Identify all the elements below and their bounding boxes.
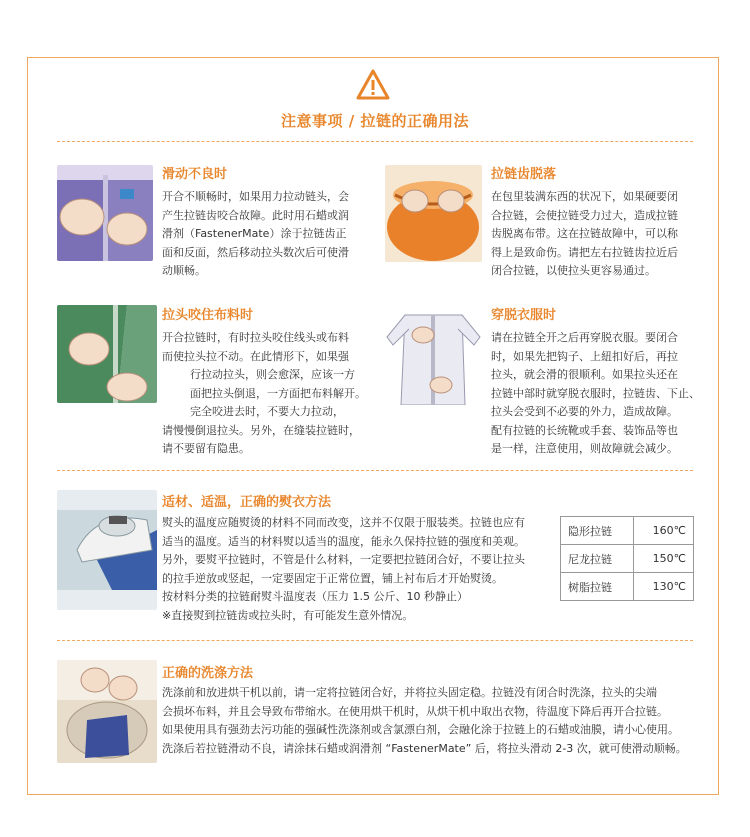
- table-cell-material: 隐形拉链: [561, 517, 634, 545]
- table-row: [561, 517, 694, 545]
- section-body-ironing: 熨头的温度应随熨烫的材料不同而改变，这并不仅限于服装类。拉链也应有 适当的温度。适当的材料熨以适当的温度，能永久保持拉链的强度和美观。 另外，要熨平拉链时，不管是什么材料，一定要把拉链闭合好，不要让拉头 的拉手逆放或竖起，一定要固定于正常位置，铺上衬布后才开始熨烫。 按材料分类的拉链耐熨斗温度表（压力 1.5 公斤、10 秒静止） ※直接熨到拉链齿或拉头时，有可能发生意外情况。: [162, 516, 525, 622]
- table-cell-temp: 160℃: [634, 517, 694, 545]
- teeth-illustration: [385, 165, 482, 262]
- page-title: 注意事项 / 拉链的正确用法: [281, 112, 469, 130]
- section-title-washing: 正确的洗涤方法: [162, 666, 254, 681]
- section-body-wearing: 请在拉链全开之后再穿脱衣服。要闭合 时，如果先把钩子、上紐扣好后，再拉 拉头，就会滑的很顺利。如果拉头还在 拉链中部时就穿脱衣服时，拉链齿、下止、 拉头会受到不必要的外力，造成故障。 配有拉链的长统靴或手套、装饰品等也 是一样，注意使用，则故障就会减少。: [491, 331, 700, 455]
- section-title-ironing: 适材、适温，正确的熨衣方法: [162, 495, 332, 510]
- table-cell-material: 树脂拉链: [561, 573, 634, 601]
- section-title-wearing: 穿脱衣服时: [491, 308, 557, 323]
- section-title-sliding: 滑动不良时: [162, 167, 228, 182]
- warning-icon: [355, 68, 391, 102]
- section-body-washing: 洗涤前和放进烘干机以前，请一定将拉链闭合好，并将拉头固定稳。拉链没有闭合时洗涤，拉头的尖端 会损坏布料，并且会导致布带缩水。在使用烘干机时，从烘干机中取出衣物，待温度下降后再开合拉链。 如果使用具有强劲去污功能的强碱性洗涤剂或含氯漂白剂，会融化涂于拉链上的石蜡或油膜，请小心使用。 洗涤后若拉链滑动不良，请涂抹石蜡或润滑剂 “FastenerMate” 后，将拉头滑动 2-3 次，就可使滑动顺畅。: [162, 686, 687, 755]
- washing-illustration: [57, 660, 157, 763]
- wearing-illustration: [385, 305, 482, 405]
- table-cell-temp: 150℃: [634, 545, 694, 573]
- section-title-teeth: 拉链齿脱落: [491, 167, 557, 182]
- table-cell-temp: 130℃: [634, 573, 694, 601]
- ironing-illustration: [57, 490, 157, 610]
- section-title-fabric: 拉头咬住布料时: [162, 308, 254, 323]
- table-row: [561, 545, 694, 573]
- fabric-illustration: [57, 305, 157, 403]
- temperature-table: [560, 516, 694, 601]
- section-body-sliding: 开合不顺畅时，如果用力拉动链头，会 产生拉链齿咬合故障。此时用石蜡或润 滑剂（FastenerMate）涂于拉链齿正 面和反面，然后移动拉头数次后可使滑 动顺畅。: [162, 190, 349, 277]
- table-cell-material: 尼龙拉链: [561, 545, 634, 573]
- divider: [57, 470, 693, 471]
- table-row: [561, 573, 694, 601]
- divider: [57, 141, 693, 142]
- divider: [57, 640, 693, 641]
- sliding-illustration: [57, 165, 153, 261]
- section-body-fabric: 开合拉链时，有时拉头咬住线头或布料 而使拉头拉不动。在此情形下，如果强 行拉动拉头，则会愈深，应该一方 面把拉头倒退，一方面把布料解开。 完全咬进去时，不要大力拉动， 请慢慢倒退拉头。另外，在缝装拉链时， 请不要留有隐患。: [162, 331, 366, 455]
- section-body-teeth: 在包里装满东西的状况下，如果硬要闭 合拉链，会使拉链受力过大，造成拉链 齿脱离布带。这在拉链故障中，可以称 得上是致命伤。请把左右拉链齿拉近后 闭合拉链，以使拉头更容易通过。: [491, 190, 678, 277]
